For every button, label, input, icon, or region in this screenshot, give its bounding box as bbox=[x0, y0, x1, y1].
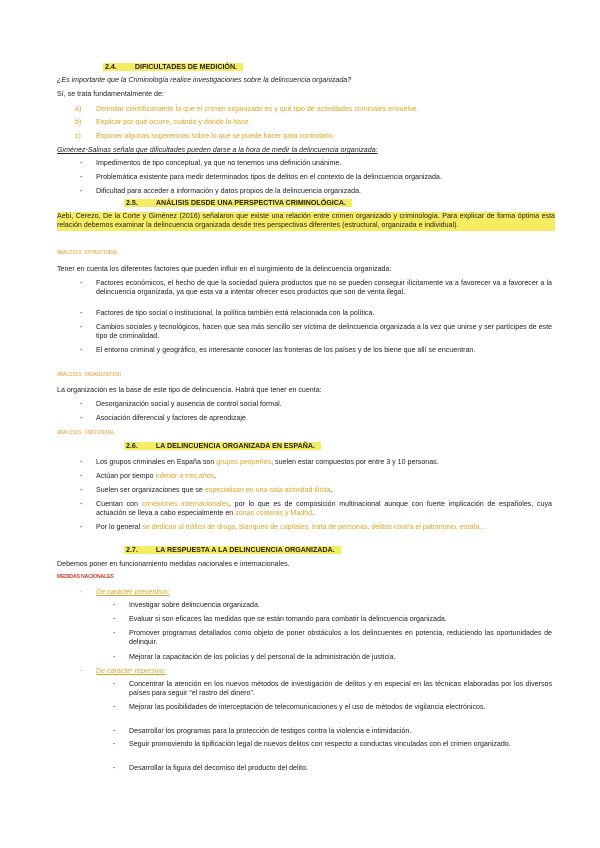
list-item-text: Factores económicos, el hecho de que la sociedad quiera productos que no se pueden conseguir ilícitamente va a favorecer va a favorecer a la delincuencia organizada, ya que esta va a intentar ofrecer esos productos que son de venta ilegal. bbox=[96, 279, 552, 297]
emphasis: conexiones internacionales bbox=[141, 500, 229, 508]
bullet: - bbox=[113, 740, 116, 748]
list-item-text: Desarrollar la figura del decomiso del producto del delito. bbox=[129, 764, 309, 772]
list-item-text: Mejorar las posibilidades de interceptación de telecomunicaciones y el uso de métodos de vigilancia electrónicos. bbox=[129, 703, 486, 711]
list-item-text: Explicar por qué ocurre, cuándo y dónde lo hace. bbox=[96, 118, 251, 126]
text: Los grupos criminales en España son bbox=[96, 458, 217, 466]
list-item-text: Factores de tipo social o institucional, la política también está relacionada con la política. bbox=[96, 309, 375, 317]
paragraph: Sí, se trata fundamentalmente de: bbox=[57, 90, 164, 98]
list-item-text: Delimitar científicamente lo que el crimen organizado es y qué tipo de actividades criminales envuelve. bbox=[96, 105, 419, 113]
bullet: - bbox=[113, 727, 116, 735]
list-item-text bbox=[96, 486, 333, 495]
bullet: - bbox=[80, 309, 83, 317]
handwritten-subheading: ANÁLISIS ORGANIZATIVO bbox=[57, 372, 121, 378]
section-title: LA RESPUESTA A LA DELINCUENCIA ORGANIZADA. bbox=[142, 546, 341, 554]
bullet: - bbox=[80, 279, 83, 287]
bullet: - bbox=[80, 486, 83, 494]
paragraph: Tener en cuenta los diferentes factores que pueden influir en el surgimiento de la delincuencia organizada: bbox=[57, 265, 392, 273]
section-number: 2.5. bbox=[124, 199, 142, 207]
subsection-title: De carácter preventivo: bbox=[96, 588, 170, 596]
list-item-text: Mejorar la capacitación de los policías y del personal de la administración de justicia. bbox=[129, 653, 396, 661]
list-item-text: Promover programas detallados como objeto de poner obstáculos a los delincuentes en potencia, reduciendo las oportunidades de delinquir. bbox=[129, 629, 552, 647]
list-item-text: El entorno criminal y geográfico, es interesante conocer las fronteras de los países y de los biene que allí se encuentran. bbox=[96, 346, 476, 354]
bullet: - bbox=[80, 159, 83, 167]
list-item-text: Problemática existente para medir determinados tipos de delitos en el contexto de la delincuencia organizada. bbox=[96, 173, 442, 181]
list-item-text: Dificultad para acceder a información y datos propios de la delincuencia organizada. bbox=[96, 187, 361, 195]
list-item bbox=[75, 105, 81, 114]
text: Actúan por tiempo bbox=[96, 472, 156, 480]
text: Suelen ser organizaciones que se bbox=[96, 486, 205, 494]
list-item-text: Concentrar la atención en los nuevos métodos de investigación de delitos y en especial en las técnicas elaboradas por los diversos países para seguir “el rastro del dinero”. bbox=[129, 680, 552, 698]
text: . bbox=[312, 509, 315, 518]
bullet: - bbox=[80, 414, 83, 422]
bullet: - bbox=[80, 667, 83, 675]
bullet: - bbox=[113, 764, 116, 772]
bullet: - bbox=[80, 400, 83, 408]
bullet: - bbox=[80, 500, 83, 508]
section-title: ANÁLISIS DESDE UNA PERSPECTIVA CRIMINOLÓGICA. bbox=[142, 199, 352, 207]
section-number: 2.7. bbox=[124, 546, 142, 554]
list-item bbox=[75, 118, 81, 127]
emphasis: se dedican al tráfico de droga, blanqueo de capitales, trata de personas, delitos contra el patrimonio, estafa… bbox=[142, 523, 487, 531]
list-item-text: Asociación diferencial y factores de aprendizaje. bbox=[96, 414, 248, 422]
list-marker: b) bbox=[75, 118, 82, 126]
list-item-text: Cambios sociales y tecnológicos, hacen que sea más sencillo ser víctima de delincuencia organizada a la vez que unirse y ser partícipes de este tipo de criminalidad. bbox=[96, 323, 552, 341]
bullet: - bbox=[113, 601, 116, 609]
section-title: DIFICULTADES DE MEDICIÓN. bbox=[121, 63, 243, 71]
bullet: - bbox=[80, 346, 83, 354]
bullet: - bbox=[80, 323, 83, 331]
bullet: - bbox=[80, 458, 83, 466]
list-item-text bbox=[96, 458, 439, 467]
list-item-text: Evaluar si son eficaces las medidas que se están tomando para combatir la delincuencia organizada. bbox=[129, 615, 447, 623]
text: , por lo que es de composición multinacional aunque con fuerte implicación de españoles, cuya actuación se lleva a cabo especialmente en bbox=[96, 500, 553, 518]
paragraph: La organización es la base de este tipo de delincuencia. Habrá que tener en cuenta: bbox=[57, 386, 322, 394]
list-item-text: Impedimentos de tipo conceptual, ya que no tenemos una definición unánime. bbox=[96, 159, 342, 167]
section-heading-2-4 bbox=[103, 63, 243, 72]
emphasis: inferior a tres años bbox=[155, 472, 215, 480]
text: . bbox=[330, 486, 333, 494]
subsection-title: De carácter represivo: bbox=[96, 667, 166, 675]
bullet: - bbox=[113, 680, 116, 688]
list-item-text: Investigar sobre delincuencia organizada. bbox=[129, 601, 260, 609]
bullet: - bbox=[80, 187, 83, 195]
bullet: - bbox=[80, 523, 83, 531]
list-marker: c) bbox=[75, 132, 81, 140]
list-item-text bbox=[96, 472, 216, 481]
list-item-text bbox=[96, 523, 552, 532]
bullet: - bbox=[113, 653, 116, 661]
list-item-text: Exponer algunas sugerencias sobre lo que se puede hacer para controlarlo. bbox=[96, 132, 335, 140]
text: Por lo general bbox=[96, 523, 143, 531]
paragraph: Giménez-Salinas señala que dificultades pueden darse a la hora de medir la delincuencia organizada: bbox=[57, 146, 378, 154]
emphasis: zonas costeras y Madrid bbox=[235, 509, 313, 518]
bullet: - bbox=[80, 173, 83, 181]
text: , suelen estar compuestos por entre 3 y 10 personas. bbox=[271, 458, 439, 466]
section-heading-2-6 bbox=[124, 442, 321, 451]
section-heading-2-5 bbox=[124, 199, 352, 208]
emphasis: grupos pequeños bbox=[216, 458, 272, 466]
bullet: - bbox=[113, 703, 116, 711]
section-title: LA DELINCUENCIA ORGANIZADA EN ESPAÑA. bbox=[142, 442, 321, 450]
section-heading-2-7 bbox=[124, 546, 341, 555]
bullet: - bbox=[80, 588, 83, 596]
list-item-text bbox=[96, 500, 552, 518]
handwritten-subheading: ANÁLISIS ESTRUCTURAL bbox=[57, 250, 118, 256]
list-item-text: Desorganización social y ausencia de control social formal. bbox=[96, 400, 282, 408]
section-number: 2.6. bbox=[124, 442, 142, 450]
handwritten-subheading: ANÁLISIS INDIVIDUAL bbox=[57, 430, 115, 436]
section-number: 2.4. bbox=[103, 63, 121, 71]
list-item bbox=[75, 132, 81, 141]
text: Cuentan con bbox=[96, 500, 142, 508]
bullet: - bbox=[113, 629, 116, 637]
text: . bbox=[214, 472, 217, 480]
bullet: - bbox=[80, 472, 83, 480]
handwritten-subheading: MEDIDAS NACIONALES bbox=[57, 574, 114, 580]
emphasis: especializan en una sola actividad ilícita bbox=[204, 486, 331, 494]
highlighted-paragraph: Aebi, Cerezo, De la Corte y Giménez (2016) señalaron que existe una relación entre crimen organizado y criminología. Para explicar de forma óptima esta relación debemos examinar la delincuencia organizada desde tres perspectivas diferentes (estructural, organizada e individual). bbox=[57, 212, 555, 230]
bullet: - bbox=[113, 615, 116, 623]
list-item-text: Desarrollar los programas para la protección de testigos contra la violencia e intimidación. bbox=[129, 727, 412, 735]
question: ¿Es importante que la Criminología realice investigaciones sobre la delincuencia organizada? bbox=[57, 76, 352, 84]
paragraph: Debemos poner en funcionamiento medidas nacionales e internacionales. bbox=[57, 560, 290, 568]
list-marker: a) bbox=[75, 105, 82, 113]
list-item-text: Seguir promoviendo la tipificación legal de nuevos delitos con respecto a conductas vinculadas con el crimen organizado. bbox=[129, 740, 511, 748]
